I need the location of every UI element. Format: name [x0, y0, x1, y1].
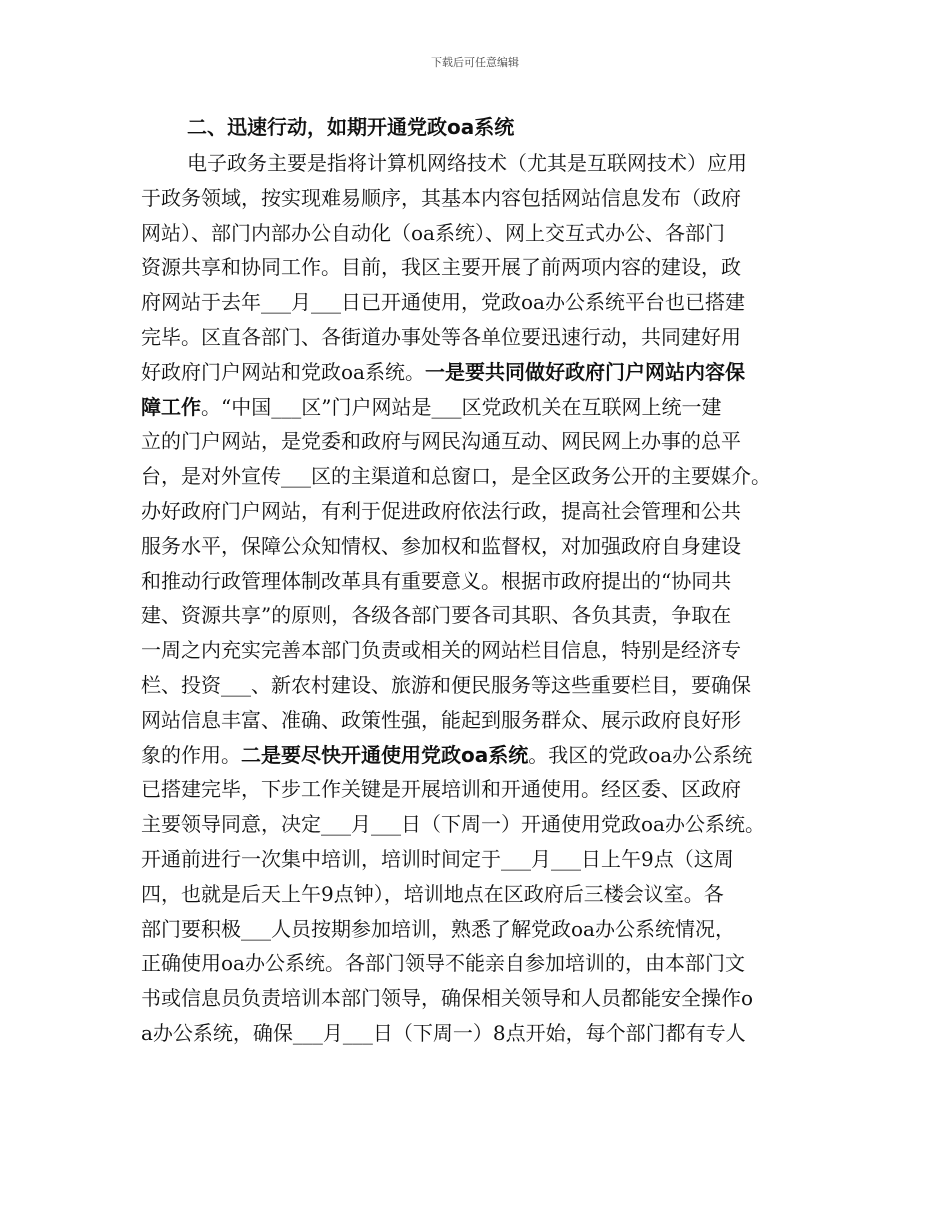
- bold-text: 一是要共同做好政府门户网站内容保: [424, 359, 745, 384]
- paragraph-line: [141, 216, 811, 251]
- paragraph-line: [141, 807, 811, 842]
- text-run: 一周之内充实完善本部门负责或相关的网站栏目信息，特别是经济专: [141, 638, 741, 663]
- text-run: 部门要积极___人员按期参加培训，熟悉了解党政oa办公系统情况，: [141, 916, 735, 941]
- text-run: 资源共享和协同工作。目前，我区主要开展了前两项内容的建设，政: [141, 255, 741, 280]
- paragraph-line: [141, 355, 811, 390]
- paragraph-line: [141, 1016, 811, 1051]
- paragraph-line: [141, 250, 811, 285]
- paragraph-line: [141, 146, 811, 181]
- paragraph-line: [141, 494, 811, 529]
- paragraph-line: [141, 459, 811, 494]
- text-run: 。“中国___区”门户网站是___区党政机关在互联网上统一建: [201, 394, 722, 419]
- text-run: 四，也就是后天上午9点钟），培训地点在区政府后三楼会议室。各: [141, 881, 724, 906]
- paragraph-line: [141, 564, 811, 599]
- document-body: [141, 108, 811, 1051]
- text-run: 网站信息丰富、准确、政策性强，能起到服务群众、展示政府良好形: [141, 707, 741, 732]
- paragraph-line: [141, 390, 811, 425]
- text-run: 立的门户网站，是党委和政府与网民沟通互动、网民网上办事的总平: [141, 429, 741, 454]
- paragraph-line: [141, 877, 811, 912]
- text-run: 于政务领域，按实现难易顺序，其基本内容包括网站信息发布（政府: [141, 185, 741, 210]
- paragraph-line: [141, 181, 811, 216]
- text-run: 书或信息员负责培训本部门领导，确保相关领导和人员都能安全操作o: [141, 986, 754, 1011]
- text-run: 正确使用oa办公系统。各部门领导不能亲自参加培训的，由本部门文: [141, 951, 745, 976]
- text-run: 象的作用。: [141, 742, 241, 767]
- text-run: 和推动行政管理体制改革具有重要意义。根据市政府提出的“协同共: [141, 568, 732, 593]
- paragraph-line: [141, 703, 811, 738]
- text-run: 网站）、部门内部办公自动化（oa系统）、网上交互式办公、各部门: [141, 220, 725, 245]
- paragraph-line: [141, 320, 811, 355]
- text-run: 台，是对外宣传___区的主渠道和总窗口，是全区政务公开的主要媒介。: [141, 464, 771, 489]
- paragraph-line: [141, 981, 811, 1016]
- text-run: 建、资源共享”的原则，各级各部门要各司其职、各负其责，争取在: [141, 603, 732, 628]
- text-run: 主要领导同意，决定___月___日（下周一）开通使用党政oa办公系统。: [141, 812, 765, 837]
- text-run: 好政府门户网站和党政oa系统。: [141, 359, 425, 384]
- page-header: 下载后可任意编辑: [431, 56, 519, 69]
- paragraph-line: [141, 424, 811, 459]
- text-run: 完毕。区直各部门、各街道办事处等各单位要迅速行动，共同建好用: [141, 324, 741, 349]
- text-run: 栏、投资___、新农村建设、旅游和便民服务等这些重要栏目，要确保: [141, 672, 751, 697]
- paragraph-line: [141, 668, 811, 703]
- paragraph-line: [141, 912, 811, 947]
- text-run: 。我区的党政oa办公系统: [528, 742, 753, 767]
- paragraph-line: [141, 842, 811, 877]
- paragraph: [141, 146, 811, 1051]
- paragraph-line: [141, 772, 811, 807]
- bold-text: 障工作: [141, 394, 201, 419]
- paragraph-line: [141, 529, 811, 564]
- text-run: 开通前进行一次集中培训，培训时间定于___月___日上午9点（这周: [141, 846, 734, 871]
- text-run: 已搭建完毕，下步工作关键是开展培训和开通使用。经区委、区政府: [141, 777, 741, 802]
- section-heading: 二、迅速行动，如期开通党政oa系统: [187, 115, 515, 139]
- text-run: 电子政务主要是指将计算机网络技术（尤其是互联网技术）应用: [187, 151, 747, 175]
- text-run: 府网站于去年___月___日已开通使用，党政oa办公系统平台也已搭建: [141, 290, 745, 315]
- paragraph-line: [141, 738, 811, 773]
- text-run: a办公系统，确保___月___日（下周一）8点开始，每个部门都有专人: [141, 1020, 746, 1045]
- text-run: 服务水平，保障公众知情权、参加权和监督权，对加强政府自身建设: [141, 533, 741, 558]
- paragraph-line: [141, 946, 811, 981]
- paragraph-line: [141, 285, 811, 320]
- text-run: 办好政府门户网站，有利于促进政府依法行政，提高社会管理和公共: [141, 498, 741, 523]
- paragraph-line: [141, 633, 811, 668]
- bold-text: 二是要尽快开通使用党政oa系统: [241, 742, 529, 767]
- paragraph-line: [141, 598, 811, 633]
